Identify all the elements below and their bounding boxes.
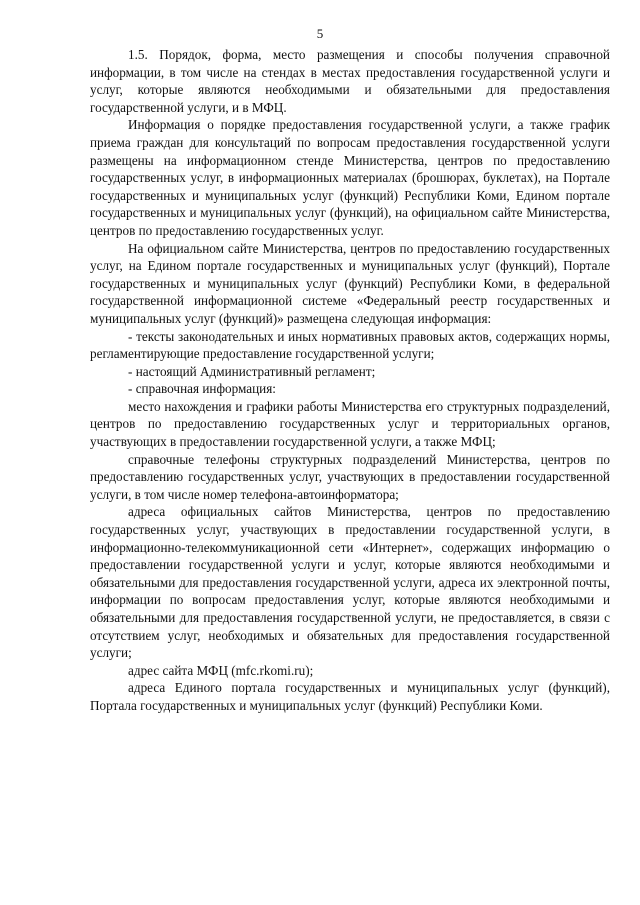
document-body <box>90 46 610 715</box>
paragraph-phones: справочные телефоны структурных подразделений Министерства, центров по предоставлению государственных услуг, участвующих в предоставлении государственной услуги, в том числе номер телефона-автоинформатора; <box>90 451 610 502</box>
paragraph-websites: адреса официальных сайтов Министерства, центров по предоставлению государственных услуг, участвующих в предоставлении государственной услуги, в информационно-телекоммуникационной сети «Интернет», содержащих информацию о предоставлении государственной услуги и услуг, которые являются необходимыми и обязательными для предоставления государственной услуги, адреса их электронной почты, информации по вопросам предоставления услуг, которые являются необходимыми и обязательными для предоставления государственной услуги, не предоставляется, в связи с отсутствием услуг, необходимых и обязательных для предоставления государственной услуги; <box>90 504 610 661</box>
list-item-reference-info: - справочная информация: <box>128 381 276 397</box>
paragraph-mfc-site: адрес сайта МФЦ (mfc.rkomi.ru); <box>128 662 314 678</box>
paragraph-official-site: На официальном сайте Министерства, центров по предоставлению государственных услуг, на Едином портале государственных и муниципальных услуг (функций), Портале государственных и муниципальных услуг (функций) Республики Коми, в федеральной государственной информационной системе «Федеральный реестр государственных и муниципальных услуг (функций)» размещена следующая информация: <box>90 240 610 326</box>
paragraph-portal-addresses: адреса Единого портала государственных и муниципальных услуг (функций), Портала государственных и муниципальных услуг (функций) Республики Коми. <box>90 680 610 713</box>
paragraph-locations-schedules: место нахождения и графики работы Министерства его структурных подразделений, центров по предоставлению государственных услуг и территориальных органов, участвующих в предоставлении государственной услуги, а также МФЦ; <box>90 398 610 450</box>
page-number: 5 <box>316 26 324 41</box>
paragraph-section-heading: 1.5. Порядок, форма, место размещения и способы получения справочной информации, в том числе на стендах в местах предоставления государственной услуги и услуг, которые являются необходимыми и обязательными для предоставления государственной услуги, и в МФЦ. <box>90 47 610 115</box>
list-item-legal-acts: - тексты законодательных и иных нормативных правовых актов, содержащих нормы, регламентирующие предоставление государственной услуги; <box>90 328 610 362</box>
paragraph-info-placement: Информация о порядке предоставления государственной услуги, а также график приема граждан для консультаций по вопросам предоставления государственной услуги размещены на информационном стенде Министерства, центров по предоставлению государственных услуг, в информационных материалах (брошюрах, буклетах), на Портале государственных и муниципальных услуг (функций) Республики Коми, Едином портале государственных и муниципальных услуг (функций), на официальном сайте Министерства, центров по предоставлению государственных услуг. <box>90 117 610 238</box>
list-item-regulation: - настоящий Административный регламент; <box>128 363 376 379</box>
